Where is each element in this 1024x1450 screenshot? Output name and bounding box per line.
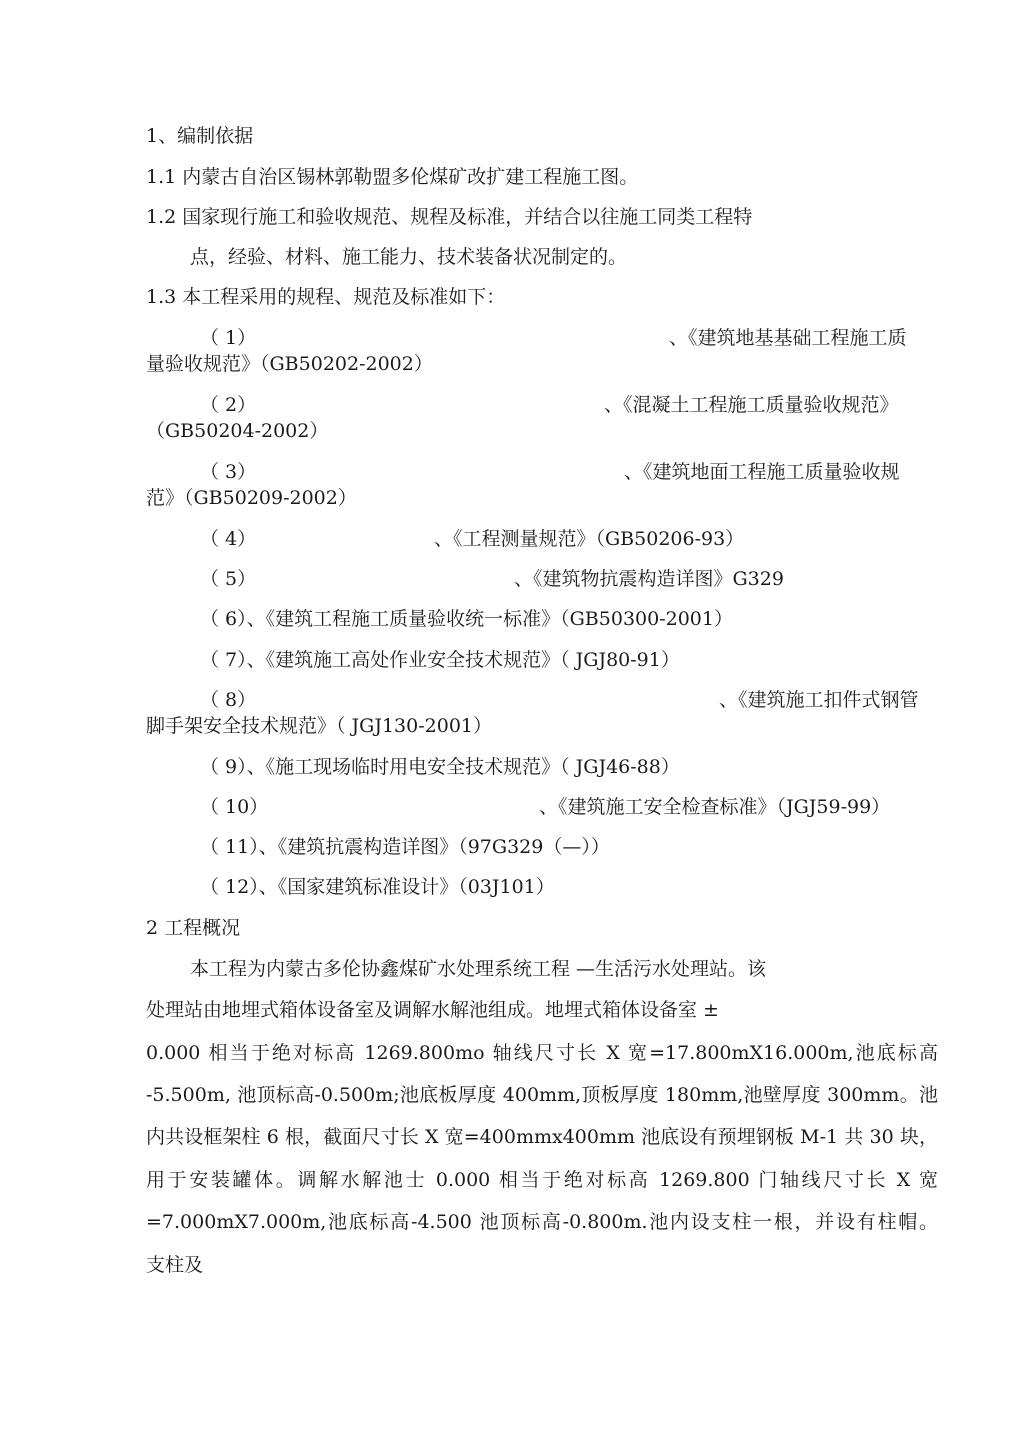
ref-4-title: 、《工程测量规范》（GB50206-93） — [434, 528, 745, 550]
ref-2-title: 、《混凝土工程施工质量验收规范》 — [604, 394, 899, 416]
ref-1-continuation: 量验收规范》（GB50202-2002） — [146, 353, 433, 375]
overview-line-4: -5.500m, 池顶标高-0.500m;池底板厚度 400mm,顶板厚度 180mm,池壁厚度 300mm。池 — [146, 1084, 938, 1106]
ref-6: （ 6）、《建筑工程施工质量验收统一标准》（GB50300-2001） — [200, 608, 733, 630]
ref-1-number: （ 1） — [200, 327, 257, 349]
item-1-1: 1.1 内蒙古自治区锡林郭勒盟多伦煤矿改扩建工程施工图。 — [146, 166, 639, 188]
overview-line-1: 本工程为内蒙古多伦协鑫煤矿水处理系统工程 —生活污水处理站。该 — [190, 958, 767, 980]
ref-10-number: （ 10） — [200, 796, 269, 818]
ref-8-title: 、《建筑施工扣件式钢管 — [719, 689, 919, 711]
section-2-title: 2 工程概况 — [146, 917, 241, 939]
ref-3-continuation: 范》（GB50209-2002） — [146, 487, 357, 509]
ref-5-number: （ 5） — [200, 568, 257, 590]
overview-line-8: 支柱及 — [146, 1254, 204, 1276]
ref-2-number: （ 2） — [200, 394, 257, 416]
ref-11: （ 11）、《建筑抗震构造详图》（97G329（—）） — [200, 836, 610, 858]
ref-2-continuation: （GB50204-2002） — [146, 420, 329, 442]
item-1-2-line1: 1.2 国家现行施工和验收规范、规程及标准，并结合以往施工同类工程特 — [146, 206, 753, 228]
ref-7: （ 7）、《建筑施工高处作业安全技术规范》（ JGJ80-91） — [200, 649, 680, 671]
ref-5-title: 、《建筑物抗震构造详图》G329 — [514, 568, 784, 590]
ref-9: （ 9）、《施工现场临时用电安全技术规范》（ JGJ46-88） — [200, 756, 680, 778]
item-1-2-line2: 点，经验、材料、施工能力、技术装备状况制定的。 — [190, 246, 628, 268]
ref-8-number: （ 8） — [200, 689, 257, 711]
overview-line-6: 用于安装罐体。调解水解池士 0.000 相当于绝对标高 1269.800 门轴线尺寸长 X 宽 — [146, 1169, 938, 1191]
ref-10-title: 、《建筑施工安全检查标准》（JGJ59-99） — [539, 796, 891, 818]
overview-line-2: 处理站由地埋式箱体设备室及调解水解池组成。地埋式箱体设备室 ± — [146, 999, 719, 1021]
item-1-3: 1.3 本工程采用的规程、规范及标准如下： — [146, 286, 506, 308]
ref-1-title: 、《建筑地基基础工程施工质 — [669, 327, 907, 349]
section-1-title: 1、编制依据 — [146, 125, 254, 147]
ref-4-number: （ 4） — [200, 528, 257, 550]
ref-8-continuation: 脚手架安全技术规范》（ JGJ130-2001） — [146, 715, 492, 737]
ref-12: （ 12）、《国家建筑标准设计》（03J101） — [200, 876, 555, 898]
overview-line-7: =7.000mX7.000m,池底标高-4.500 池顶标高-0.800m.池内设支柱一根，并设有柱帽。 — [146, 1211, 938, 1233]
overview-line-5: 内共设框架柱 6 根，截面尺寸长 X 宽=400mmx400mm 池底设有预埋钢板 M-1 共 30 块， — [146, 1126, 938, 1148]
overview-line-3: 0.000 相当于绝对标高 1269.800mo 轴线尺寸长 X 宽=17.800mX16.000m,池底标高 — [146, 1042, 938, 1064]
ref-3-number: （ 3） — [200, 461, 257, 483]
ref-3-title: 、《建筑地面工程施工质量验收规 — [624, 461, 900, 483]
